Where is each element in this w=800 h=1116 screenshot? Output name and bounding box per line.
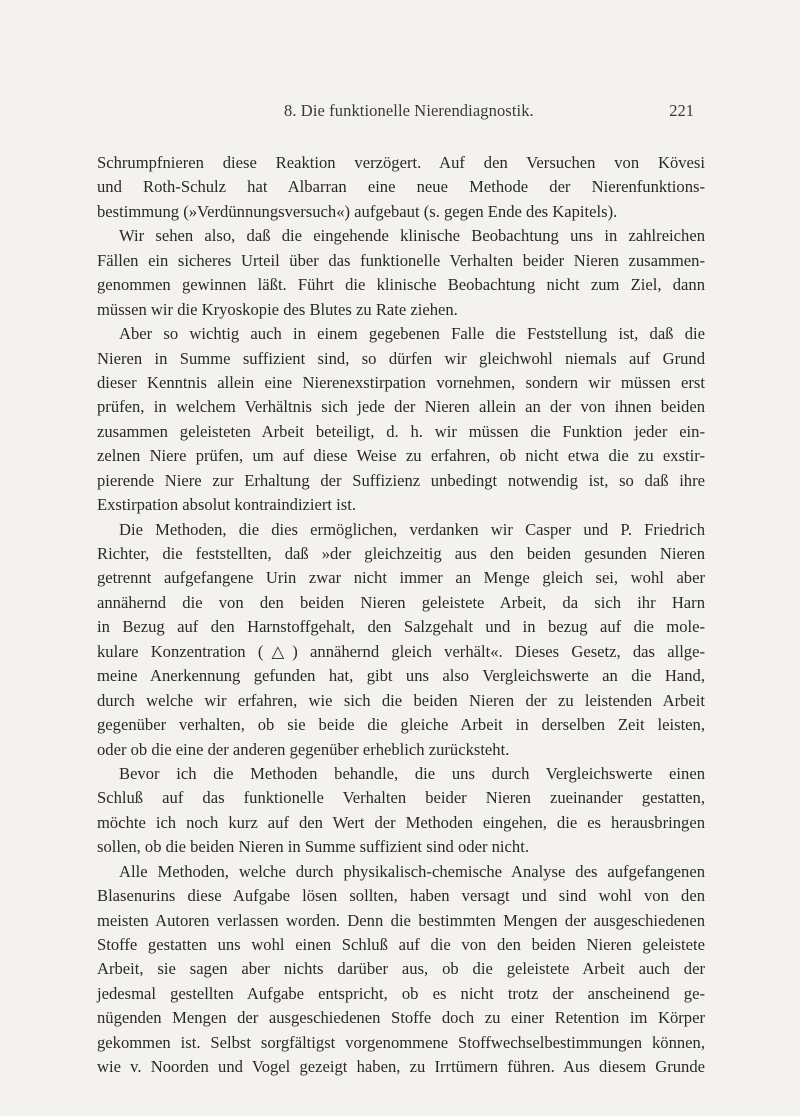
text-line: möchte ich noch kurz auf den Wert der Methoden eingehen, die es herausbringen [97,812,705,832]
text-line: Wir sehen also, daß die eingehende klinische Beobachtung uns in zahlreichen [119,226,705,246]
chapter-title: 8. Die funktionelle Nierendiagnostik. [284,101,534,120]
text-line: Die Methoden, die dies ermöglichen, verdanken wir Casper und P. Friedrich [119,519,705,539]
text-line: sollen, ob die beiden Nieren in Summe suffizient sind oder nicht. [97,837,529,857]
text-line: wie v. Noorden und Vogel gezeigt haben, zu Irrtümern führen. Aus diesem Grunde [97,1057,705,1077]
text-line: durch welche wir erfahren, wie sich die beiden Nieren der zu leistenden Arbeit [97,690,705,710]
text-line: Fällen ein sicheres Urteil über das funktionelle Verhalten beider Nieren zusammen- [97,250,705,270]
text-line: in Bezug auf den Harnstoffgehalt, den Salzgehalt und in bezug auf die mole- [97,617,705,637]
running-header [0,101,800,125]
text-line: prüfen, in welchem Verhältnis sich jede der Nieren allein an der von ihnen beiden [97,397,705,417]
text-line: annähernd die von den beiden Nieren geleistete Arbeit, da sich ihr Harn [97,592,705,612]
text-line: Richter, die feststellten, daß »der gleichzeitig aus den beiden gesunden Nieren [97,544,705,563]
text-line: bestimmung (»Verdünnungsversuch«) aufgebaut (s. gegen Ende des Kapitels). [97,201,618,221]
text-line: Schluß auf das funktionelle Verhalten beider Nieren zueinander gestatten, [97,788,705,808]
text-line: Nieren in Summe suffizient sind, so dürfen wir gleichwohl niemals auf Grund [97,348,705,368]
text-line: meine Anerkennung gefunden hat, gibt uns also Vergleichswerte an die Hand, [97,666,705,686]
text-line: Exstirpation absolut kontraindiziert ist. [97,495,357,515]
text-line: dieser Kenntnis allein eine Nierenexstirpation vornehmen, sondern wir müssen erst [97,372,705,392]
text-line: meisten Autoren verlassen worden. Denn die bestimmten Mengen der ausgeschiedenen [97,910,705,930]
text-line: Aber so wichtig auch in einem gegebenen Falle die Feststellung ist, daß die [119,324,705,344]
text-line: genommen gewinnen läßt. Führt die klinische Beobachtung nicht zum Ziel, dann [97,275,705,295]
text-line: getrennt aufgefangene Urin zwar nicht immer an Menge gleich sei, wohl aber [97,568,705,588]
text-line: und Roth-Schulz hat Albarran eine neue Methode der Nierenfunktions- [97,177,705,197]
page-number: 221 [669,101,694,120]
text-line: kulare Konzentration (△) annähernd gleich verhält«. Dieses Gesetz, das allge- [97,641,705,661]
text-line: nügenden Mengen der ausgeschiedenen Stoffe doch zu einer Retention im Körper [97,1008,705,1028]
text-line: gekommen ist. Selbst sorgfältigst vorgenommene Stoffwechselbestimmungen können, [97,1032,705,1052]
text-line: Schrumpfnieren diese Reaktion verzögert. Auf den Versuchen von Kövesi [97,153,705,172]
text-line: Blasenurins diese Aufgabe lösen sollten, haben versagt und sind wohl von den [97,886,705,906]
text-line: zelnen Niere prüfen, um auf diese Weise zu erfahren, ob nicht etwa die zu exstir- [97,446,705,466]
text-line: zusammen geleisteten Arbeit beteiligt, d. h. wir müssen die Funktion jeder ein- [97,421,705,441]
text-line: Stoffe gestatten uns wohl einen Schluß auf die von den beiden Nieren geleistete [97,935,705,954]
body-text [97,151,705,1080]
text-line: müssen wir die Kryoskopie des Blutes zu Rate ziehen. [97,299,458,319]
text-line: pierende Niere zur Erhaltung der Suffizienz unbedingt notwendig ist, so daß ihre [97,470,705,490]
text-line: Bevor ich die Methoden behandle, die uns durch Vergleichswerte einen [119,763,705,783]
text-line: jedesmal gestellten Aufgabe entspricht, ob es nicht trotz der anscheinend ge- [97,983,705,1003]
text-line: Arbeit, sie sagen aber nichts darüber aus, ob die geleistete Arbeit auch der [97,959,705,979]
text-line: gegenüber verhalten, ob sie beide die gleiche Arbeit in derselben Zeit leisten, [97,715,705,735]
text-line: Alle Methoden, welche durch physikalisch-chemische Analyse des aufgefangenen [119,861,705,881]
text-line: oder ob die eine der anderen gegenüber erheblich zurücksteht. [97,739,510,759]
